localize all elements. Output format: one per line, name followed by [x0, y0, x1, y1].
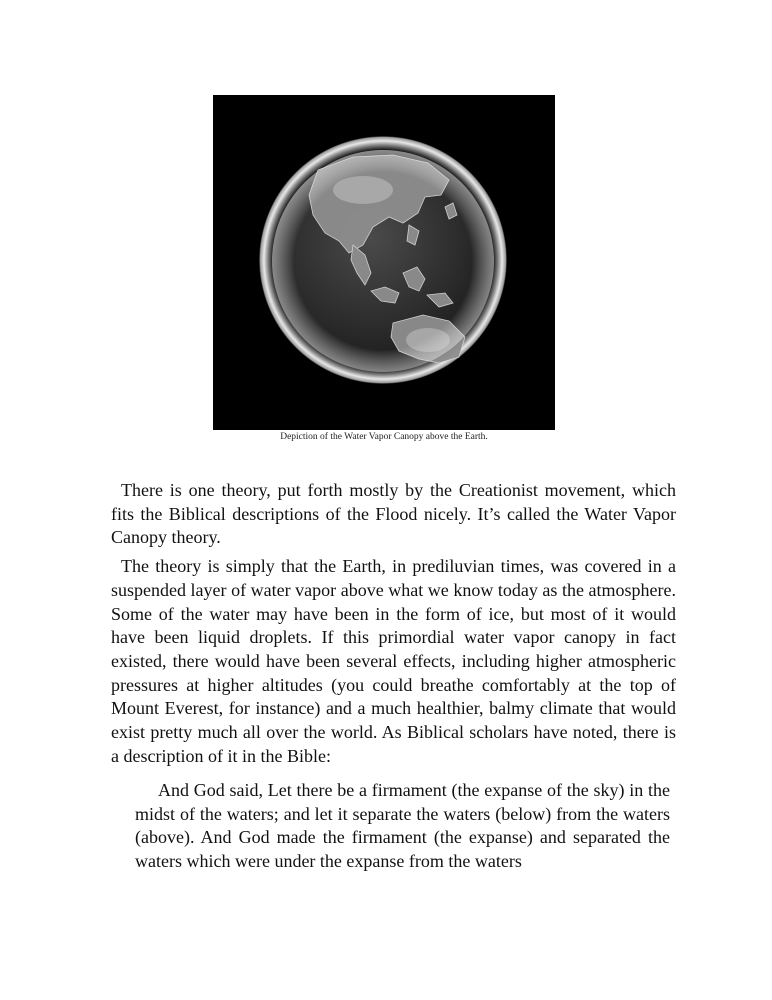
paragraph: The theory is simply that the Earth, in prediluvian times, was covered in a suspended layer of water vapor above what we know today as the atmosphere. Some of the water may have been in the form of ice, but most of it would have been liquid droplets. If this primordial water vapor canopy in fact existed, there would have been several effects, including higher atmospheric pressures at higher altitudes (you could breathe comfortably at the top of Mount Everest, for instance) and a much healthier, balmy climate that would exist pretty much all over the world. As Biblical scholars have noted, there is a description of it in the Bible:	[111, 556, 676, 766]
figure-caption: Depiction of the Water Vapor Canopy above the Earth.	[280, 432, 488, 442]
body-text	[111, 479, 676, 773]
bible-quote	[135, 779, 670, 874]
paragraph: There is one theory, put forth mostly by the Creationist movement, which fits the Biblical descriptions of the Flood nicely. It’s called the Water Vapor Canopy theory.	[111, 480, 676, 548]
earth-canopy-image	[213, 95, 555, 430]
earth-globe-illustration	[213, 95, 555, 430]
quote-text: And God said, Let there be a firmament (the expanse of the sky) in the midst of the waters; and let it separate the waters (below) from the waters (above). And God made the firmament (the expanse) and separated the waters which were under the expanse from the waters	[135, 780, 670, 872]
